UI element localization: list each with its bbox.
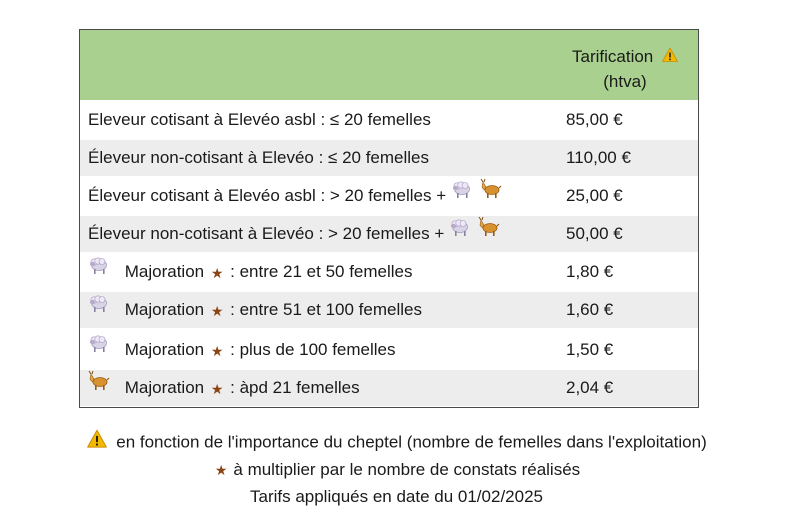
note-text: en fonction de l'importance du cheptel (nombre de femelles dans l'exploitation) [116,432,707,452]
row-label: Majoration [124,262,205,281]
row-label-group [88,178,504,214]
note-text: à multiplier par le nombre de constats réalisés [233,460,581,479]
goat-icon [478,215,502,251]
row-price: 25,00 € [566,186,623,205]
header-title: Tarification [572,47,654,66]
row-label-suffix: : àpd 21 femelles [225,378,360,397]
sheep-icon [451,177,475,213]
note-text: Tarifs appliqués en date du 01/02/2025 [249,487,543,506]
row-label: Éleveur non-cotisant à Elevéo : ≤ 20 femelles [88,148,430,167]
row-label: Majoration [124,300,205,319]
table-row [80,102,698,138]
sheep-icon [88,291,112,327]
table-row [80,292,698,328]
goat-icon [480,177,504,213]
row-price: 110,00 € [566,148,631,167]
tariff-table [79,29,699,408]
star-icon: ★ [210,380,224,397]
warning-icon [662,46,678,70]
row-label: Eleveur cotisant à Elevéo asbl : ≤ 20 femelles [88,110,431,129]
row-label-group [88,292,422,328]
row-label: Majoration [124,340,205,359]
goat-icon [88,369,112,405]
warning-icon [86,429,108,454]
header-subtitle: (htva) [603,71,647,91]
row-label: Majoration [124,378,205,397]
star-icon: ★ [210,302,224,319]
row-label-group [88,254,413,290]
table-row [80,178,698,214]
star-icon: ★ [210,264,224,281]
row-label-suffix: : plus de 100 femelles [225,340,396,359]
row-label-suffix: : entre 51 et 100 femelles [225,300,422,319]
note-cheptel [0,432,793,454]
row-label-group [88,216,502,252]
table-row [80,370,698,406]
row-label: Éleveur non-cotisant à Elevéo : > 20 femelles + [88,224,445,243]
note-multiplier [0,460,793,480]
note-date [0,487,793,507]
tarification-header [540,45,710,94]
row-label-suffix: : entre 21 et 50 femelles [225,262,413,281]
table-row [80,216,698,252]
row-price: 1,60 € [566,300,614,319]
row-price: 1,80 € [566,262,614,281]
sheep-icon [449,215,473,251]
star-icon: ★ [210,342,224,359]
table-row [80,254,698,290]
star-icon: ★ [214,462,228,479]
row-price: 85,00 € [566,110,623,129]
row-price: 50,00 € [566,224,623,243]
row-label-group [88,370,360,406]
row-price: 2,04 € [566,378,614,397]
table-header [80,30,698,102]
row-label-group [88,332,396,368]
row-price: 1,50 € [566,340,614,359]
row-label: Éleveur cotisant à Elevéo asbl : > 20 femelles + [88,186,447,205]
sheep-icon [88,253,112,289]
table-row [80,332,698,368]
table-row [80,140,698,176]
sheep-icon [88,331,112,367]
